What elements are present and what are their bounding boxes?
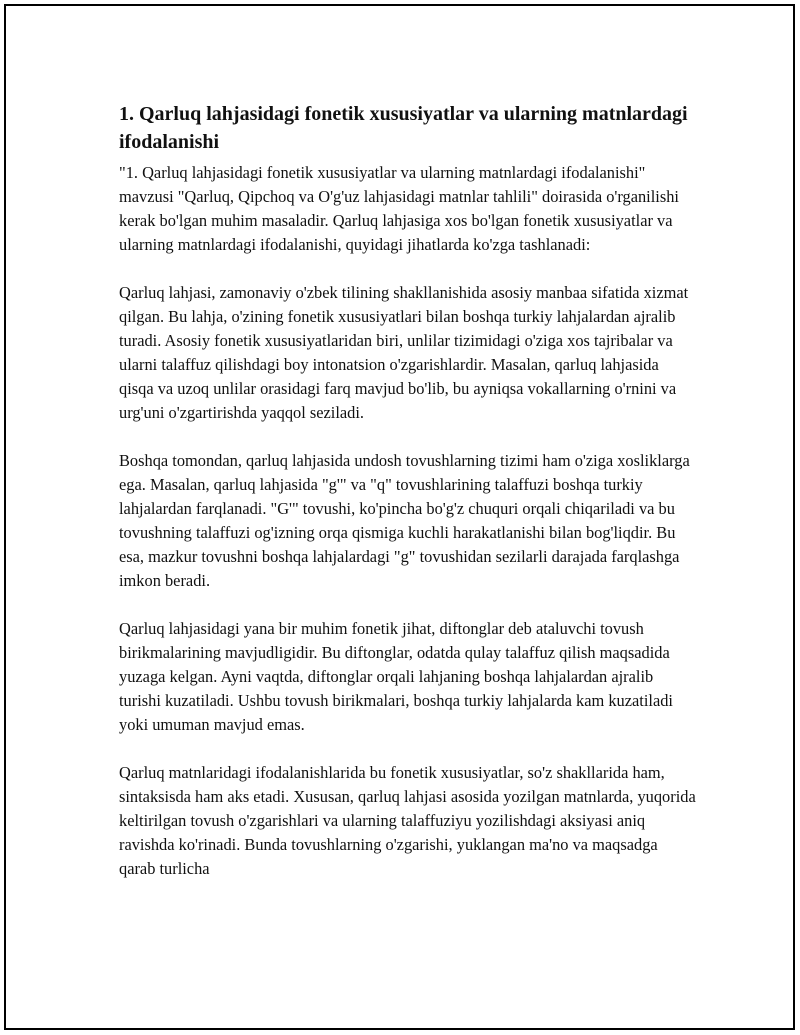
paragraph-diphthongs: Qarluq lahjasidagi yana bir muhim fonetik jihat, diftonglar deb ataluvchi tovush birikmalarining mavjudligidir. Bu diftonglar, odatda qulay talaffuz qilish maqsadida yuzaga kelgan. Ayni vaqtda, diftonglar orqali lahjaning boshqa lahjalardan ajralib turishi kuzatiladi. Ushbu tovush birikmalari, boshqa turkiy lahjalarda kam kuzatiladi yoki umuman mavjud emas.	[119, 619, 673, 734]
paragraph-intro: "1. Qarluq lahjasidagi fonetik xususiyatlar va ularning matnlardagi ifodalanishi" mavzusi "Qarluq, Qipchoq va O'g'uz lahjasidagi matnlar tahlili" doirasida o'rganilishi kerak bo'lgan muhim masaladir. Qarluq lahjasiga xos bo'lgan fonetik xususiyatlar va ularning matnlardagi ifodalanishi, quyidagi jihatlarda ko'zga tashlanadi:	[119, 163, 679, 254]
document-body	[119, 100, 697, 905]
page-frame	[4, 4, 795, 1030]
paragraph-texts: Qarluq matnlaridagi ifodalanishlarida bu fonetik xususiyatlar, so'z shakllarida ham, sintaksisda ham aks etadi. Xususan, qarluq lahjasi asosida yozilgan matnlarda, yuqorida keltirilgan tovush o'zgarishlari va ularning talaffuziyu yozilishdagi aksiyasi aniq ravishda ko'rinadi. Bunda tovushlarning o'zgarishi, yuklangan ma'no va maqsadga qarab turlicha	[119, 763, 696, 878]
paragraph-vowels: Qarluq lahjasi, zamonaviy o'zbek tilining shakllanishida asosiy manbaa sifatida xizmat qilgan. Bu lahja, o'zining fonetik xususiyatlari bilan boshqa turkiy lahjalardan ajralib turadi. Asosiy fonetik xususiyatlaridan biri, unlilar tizimidagi o'ziga xos tajribalar va ularni talaffuz qilishdagi boy intonatsion o'zgarishlardir. Masalan, qarluq lahjasida qisqa va uzoq unlilar orasidagi farq mavjud bo'lib, bu ayniqsa vokallarning o'rnini va urg'uni o'zgartirishda yaqqol seziladi.	[119, 283, 689, 422]
paragraph-consonants: Boshqa tomondan, qarluq lahjasida undosh tovushlarning tizimi ham o'ziga xosliklarga ega. Masalan, qarluq lahjasida "g'" va "q" tovushlarining talaffuzi boshqa turkiy lahjalardan farqlanadi. "G'" tovushi, ko'pincha bo'g'z chuquri orqali chiqariladi va bu tovushning talaffuzi og'izning orqa qismiga kuchli harakatlanishi bilan bog'liqdir. Bu esa, mazkur tovushni boshqa lahjalardagi "g" tovushidan sezilarli darajada farqlashga imkon beradi.	[119, 451, 690, 590]
document-title: 1. Qarluq lahjasidagi fonetik xususiyatlar va ularning matnlardagi ifodalanishi	[119, 103, 688, 153]
